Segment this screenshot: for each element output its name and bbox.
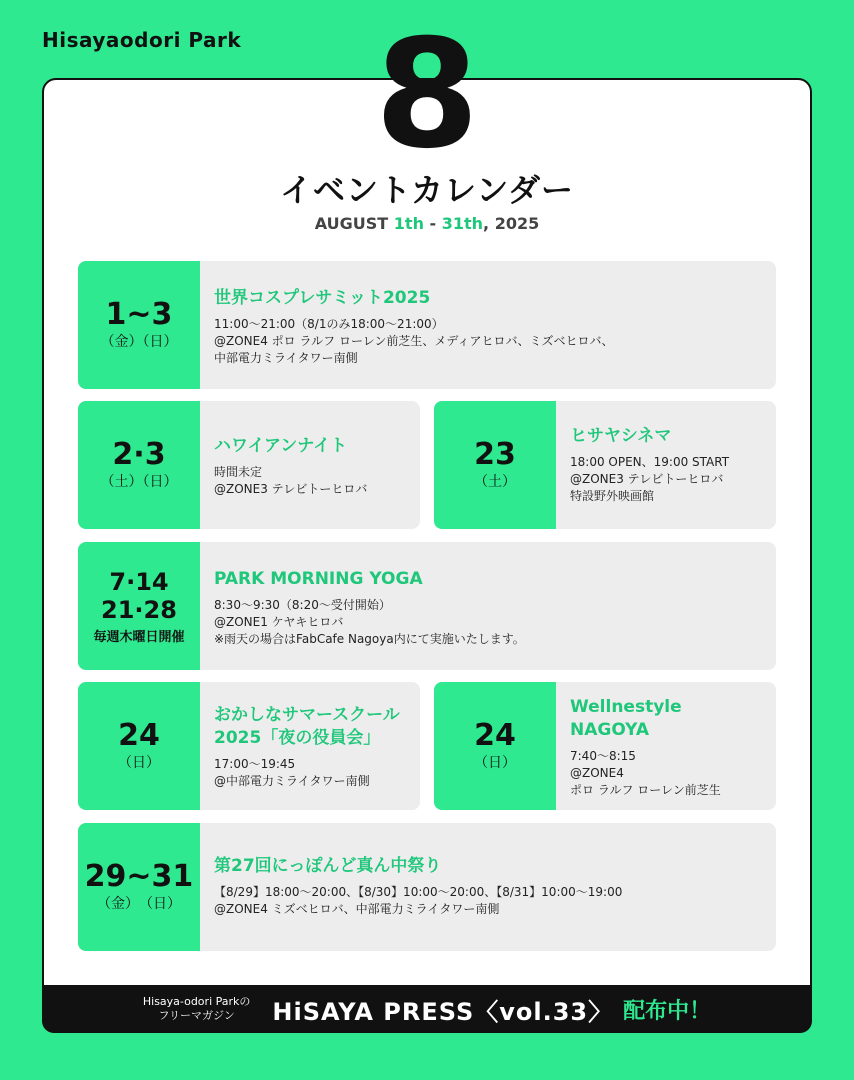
- event-date: [78, 261, 200, 389]
- event-line: @ZONE1 ケヤキヒロバ: [214, 615, 344, 629]
- event-line: 特設野外映画館: [570, 489, 655, 503]
- event-title: ヒサヤシネマ: [570, 426, 672, 446]
- event-date: [78, 682, 200, 810]
- event-line: 7:40〜8:15: [570, 749, 636, 763]
- event-title: 世界コスプレサミット2025: [214, 288, 431, 308]
- event-day-of-week: （土）（日）: [100, 474, 178, 490]
- event-card-hawaiian-night[interactable]: [78, 401, 420, 529]
- event-date-number: 1~3: [105, 297, 173, 332]
- event-day-of-week: （日）: [118, 755, 160, 771]
- event-title: 第27回にっぽんど真ん中祭り: [214, 856, 442, 876]
- event-title: ハワイアンナイト: [214, 436, 348, 456]
- event-line: 17:00〜19:45: [214, 757, 296, 771]
- event-line: @ZONE4 ポロ ラルフ ローレン前芝生、メディアヒロバ、ミズベヒロバ、: [214, 334, 614, 348]
- event-body: [200, 401, 381, 529]
- date-range-subtitle: [0, 214, 854, 233]
- event-line: @ZONE4 ミズベヒロバ、中部電力ミライタワー南側: [214, 902, 500, 916]
- event-body: [200, 682, 414, 810]
- event-card-summer-school[interactable]: [78, 682, 420, 810]
- event-line: @ZONE4: [570, 766, 624, 780]
- event-line: @中部電力ミライタワー南側: [214, 774, 370, 788]
- event-date-number: 21·28: [101, 595, 177, 624]
- subtitle-dash: -: [423, 214, 442, 233]
- footer-caption-line: フリーマガジン: [158, 1009, 235, 1022]
- event-line: 時間未定: [214, 465, 263, 479]
- footer-distribution: 配布中！: [623, 998, 712, 1024]
- month-number: 8: [374, 8, 480, 182]
- event-card-domannaka-festival[interactable]: [78, 823, 776, 951]
- event-day-of-week: （金）（日）: [100, 334, 178, 350]
- event-title: NAGOYA: [570, 720, 650, 740]
- footer-caption: [143, 995, 251, 1023]
- event-line: 11:00〜21:00（8/1のみ18:00〜21:00）: [214, 317, 444, 331]
- subtitle-month: AUGUST: [314, 214, 394, 233]
- subtitle-year: , 2025: [483, 214, 540, 233]
- event-date: [78, 823, 200, 951]
- event-line: ポロ ラルフ ローレン前芝生: [570, 783, 721, 797]
- event-day-of-week: （日）: [474, 755, 516, 771]
- event-date-number: 29~31: [84, 859, 194, 894]
- event-date: [434, 682, 556, 810]
- event-title: 2025「夜の役員会」: [214, 728, 381, 748]
- event-day-of-week: （金） （日）: [97, 896, 181, 912]
- page-title: イベントカレンダー: [280, 171, 574, 209]
- event-date-number: 2·3: [112, 437, 166, 472]
- event-line: 中部電力ミライタワー南側: [214, 351, 358, 365]
- event-body: [200, 542, 539, 670]
- event-body: [200, 261, 627, 389]
- event-day-of-week: （土）: [474, 474, 516, 490]
- footer-banner[interactable]: [42, 985, 812, 1033]
- event-body: [556, 682, 735, 810]
- event-card-cosplay[interactable]: [78, 261, 776, 389]
- footer-caption-line: Hisaya-odori Parkの: [142, 995, 251, 1008]
- event-date: [78, 542, 200, 670]
- footer-press-title: HiSAYA PRESS〈vol.33〉: [272, 997, 614, 1026]
- event-date: [434, 401, 556, 529]
- event-title: おかしなサマースクール: [214, 705, 400, 725]
- subtitle-end: 31th: [441, 214, 484, 233]
- event-card-morning-yoga[interactable]: [78, 542, 776, 670]
- event-date: [78, 401, 200, 529]
- subtitle-start: 1th: [393, 214, 424, 233]
- event-date-number: 24: [474, 718, 516, 753]
- event-title: PARK MORNING YOGA: [214, 569, 423, 589]
- event-date-note: 毎週木曜日開催: [93, 629, 185, 645]
- event-line: 【8/29】18:00〜20:00、【8/30】10:00〜20:00、【8/31】10:00〜19:00: [214, 885, 623, 899]
- event-body: [200, 823, 636, 951]
- event-date-number: 7·14: [109, 567, 169, 596]
- event-card-wellnestyle[interactable]: [434, 682, 776, 810]
- event-date-number: 24: [118, 718, 160, 753]
- event-line: ※雨天の場合はFabCafe Nagoya内にて実施いたします。: [214, 632, 525, 646]
- event-line: 18:00 OPEN、19:00 START: [570, 455, 730, 469]
- event-line: @ZONE3 テレビトーヒロバ: [570, 472, 724, 486]
- event-line: 8:30〜9:30（8:20〜受付開始）: [214, 598, 391, 612]
- event-date-number: 23: [474, 437, 516, 472]
- event-title: Wellnestyle: [570, 697, 682, 717]
- event-body: [556, 401, 743, 529]
- event-line: @ZONE3 テレビトーヒロバ: [214, 482, 368, 496]
- park-logo: Hisayaodori Park: [42, 28, 242, 52]
- event-card-hisaya-cinema[interactable]: [434, 401, 776, 529]
